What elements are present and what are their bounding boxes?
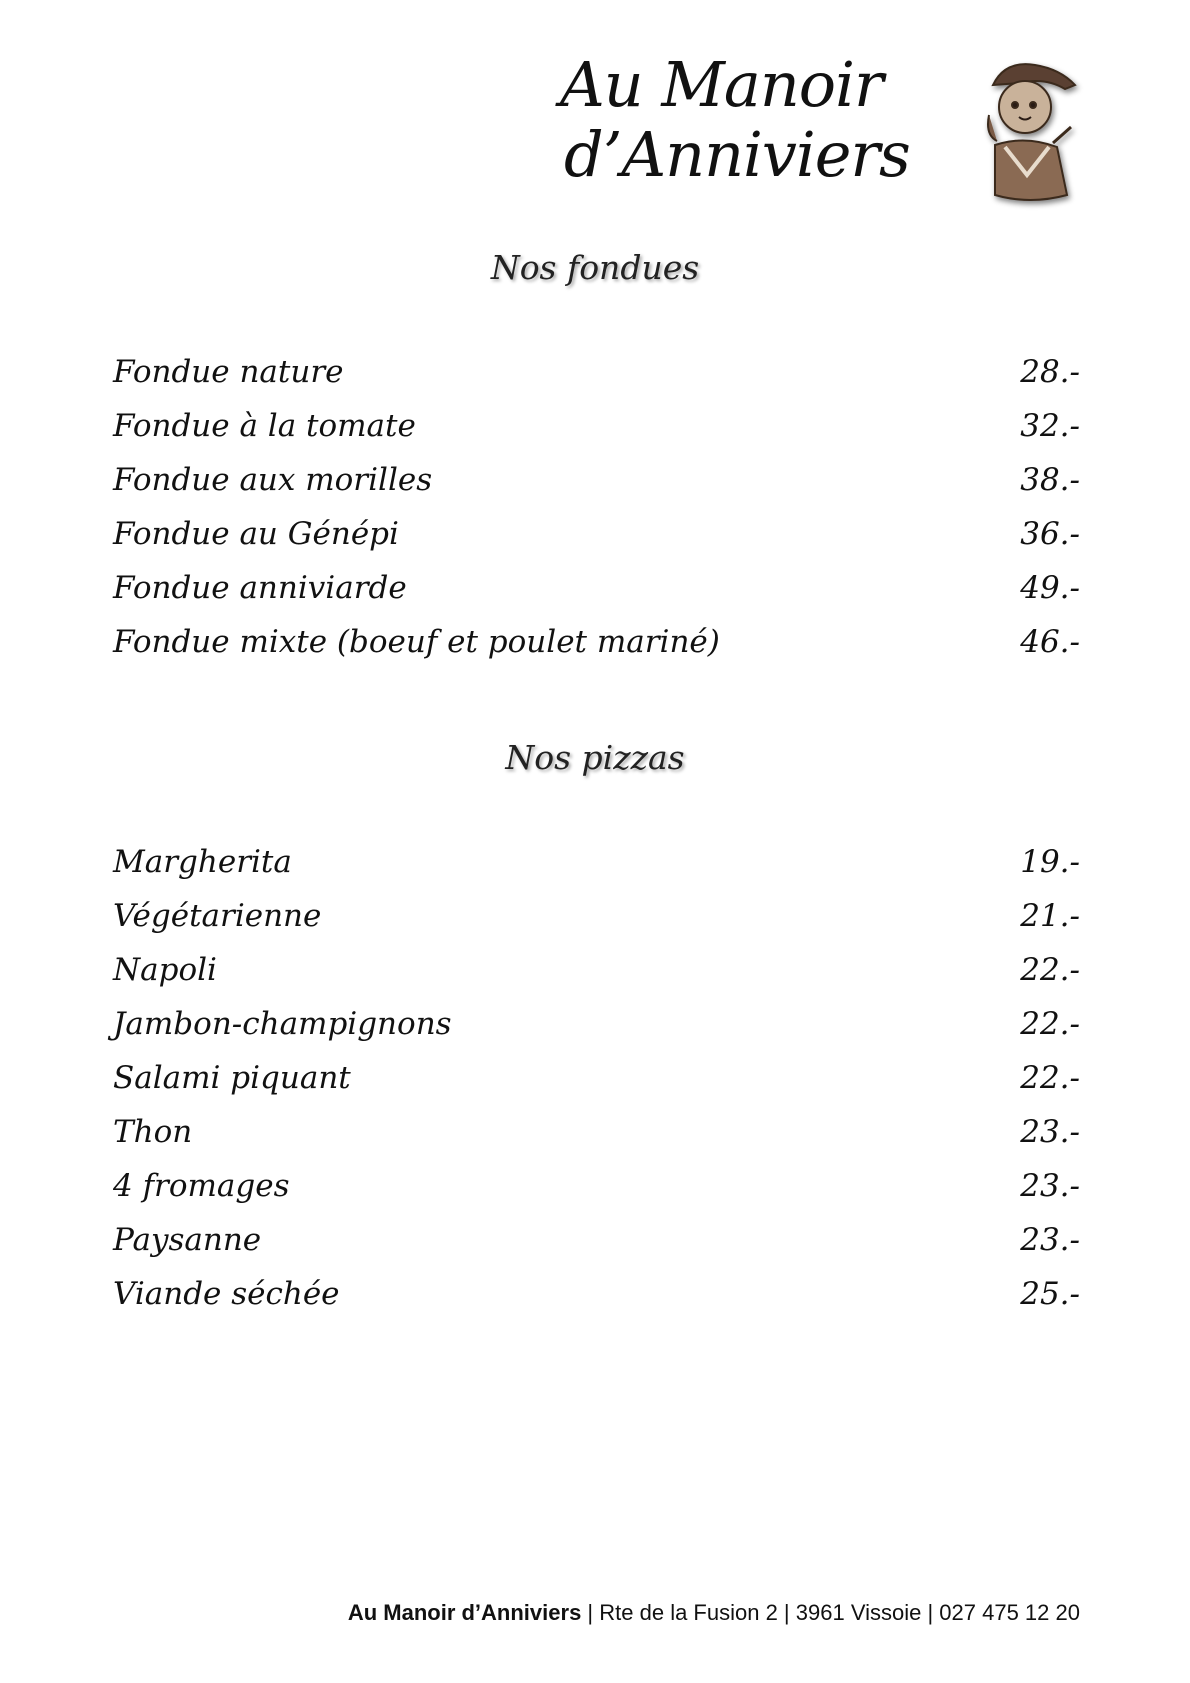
footer-address: Rte de la Fusion 2 <box>599 1600 778 1625</box>
logo-title-line1: Au Manoir <box>560 48 883 121</box>
footer-phone: 027 475 12 20 <box>939 1600 1080 1625</box>
footer-separator: | <box>777 1600 796 1625</box>
list-item <box>113 615 1080 669</box>
item-name: Napoli <box>113 952 217 988</box>
list-item <box>113 889 1080 943</box>
item-name: Fondue anniviarde <box>113 570 407 606</box>
fondues-list <box>113 345 1080 669</box>
list-item <box>113 399 1080 453</box>
section-title-fondues: Nos fondues <box>490 248 700 287</box>
item-name: Margherita <box>113 844 292 880</box>
footer-separator: | <box>581 1600 600 1625</box>
item-price: 21.- <box>1020 898 1080 934</box>
list-item <box>113 1159 1080 1213</box>
list-item <box>113 1213 1080 1267</box>
list-item <box>113 507 1080 561</box>
item-name: Jambon-champignons <box>113 1006 452 1042</box>
list-item <box>113 997 1080 1051</box>
item-price: 22.- <box>1020 952 1080 988</box>
item-name: Thon <box>113 1114 193 1150</box>
item-name: Fondue au Génépi <box>113 516 399 552</box>
section-title-pizzas: Nos pizzas <box>505 738 685 777</box>
item-price: 22.- <box>1020 1006 1080 1042</box>
item-name: Végétarienne <box>113 898 322 934</box>
logo-title-line2: d’Anniviers <box>564 118 910 191</box>
footer-city: 3961 Vissoie <box>795 1600 922 1625</box>
item-name: Fondue mixte (boeuf et poulet mariné) <box>113 624 720 660</box>
item-name: 4 fromages <box>113 1168 290 1204</box>
footer-separator: | <box>921 1600 940 1625</box>
mascot-illustration-icon <box>975 55 1085 215</box>
item-price: 25.- <box>1020 1276 1080 1312</box>
list-item <box>113 943 1080 997</box>
item-price: 23.- <box>1020 1114 1080 1150</box>
item-price: 23.- <box>1020 1222 1080 1258</box>
item-name: Paysanne <box>113 1222 262 1258</box>
item-name: Salami piquant <box>113 1060 351 1096</box>
list-item <box>113 1051 1080 1105</box>
item-price: 23.- <box>1020 1168 1080 1204</box>
item-price: 32.- <box>1020 408 1080 444</box>
item-price: 49.- <box>1020 570 1080 606</box>
list-item <box>113 345 1080 399</box>
restaurant-logo-title <box>560 50 920 190</box>
list-item <box>113 835 1080 889</box>
item-price: 46.- <box>1020 624 1080 660</box>
footer-contact <box>348 1600 1080 1626</box>
item-price: 22.- <box>1020 1060 1080 1096</box>
list-item <box>113 1267 1080 1321</box>
item-name: Viande séchée <box>113 1276 340 1312</box>
item-price: 28.- <box>1020 354 1080 390</box>
item-name: Fondue nature <box>113 354 344 390</box>
list-item <box>113 561 1080 615</box>
item-price: 36.- <box>1020 516 1080 552</box>
footer-restaurant-name: Au Manoir d’Anniviers <box>347 1600 582 1625</box>
item-price: 38.- <box>1020 462 1080 498</box>
item-price: 19.- <box>1020 844 1080 880</box>
pizzas-list <box>113 835 1080 1321</box>
list-item <box>113 1105 1080 1159</box>
list-item <box>113 453 1080 507</box>
item-name: Fondue aux morilles <box>113 462 433 498</box>
item-name: Fondue à la tomate <box>113 408 416 444</box>
